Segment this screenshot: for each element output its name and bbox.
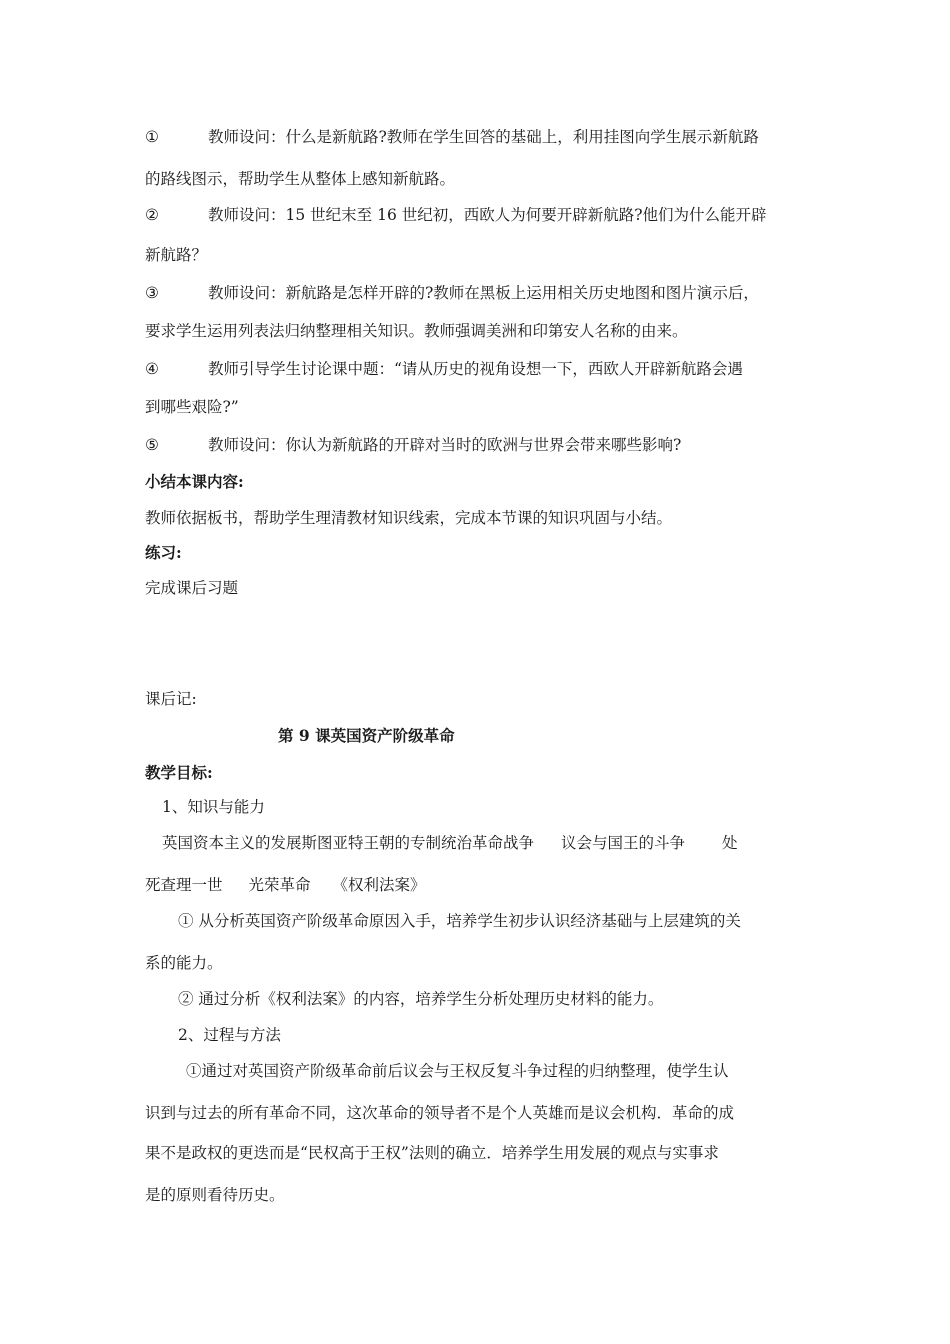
question-number: ②: [145, 206, 159, 224]
question-text: 教师引导学生讨论课中题：“请从历史的视角设想一下，西欧人开辟新航路会遇: [208, 360, 743, 378]
question-text-cont: 的路线图示，帮助学生从整体上感知新航路。: [145, 170, 456, 188]
paragraph-line: 是的原则看待历史。: [145, 1186, 285, 1204]
question-number: ①: [145, 128, 159, 146]
goal-item-cont: 系的能力。: [145, 954, 223, 972]
question-text-cont: 要求学生运用列表法归纳整理相关知识。教师强调美洲和印第安人名称的由来。: [145, 322, 688, 340]
paragraph-line: 果不是政权的更迭而是“民权高于王权”法则的确立．培养学生用发展的观点与实事求: [145, 1144, 719, 1162]
question-number: ④: [145, 360, 159, 378]
summary-heading: 小结本课内容:: [145, 472, 244, 491]
question-text: 教师设问：什么是新航路?教师在学生回答的基础上，利用挂图向学生展示新航路: [208, 128, 759, 146]
paragraph-line: ①通过对英国资产阶级革命前后议会与王权反复斗争过程的归纳整理，使学生认: [186, 1062, 729, 1080]
keywords-line: [162, 833, 738, 853]
question-text: 教师设问：新航路是怎样开辟的?教师在黑板上运用相关历史地图和图片演示后，: [208, 284, 759, 302]
keyword: 议会与国王的斗争: [561, 834, 686, 852]
summary-text: 教师依据板书，帮助学生理清教材知识线索，完成本节课的知识巩固与小结。: [145, 509, 673, 527]
keywords-line: [145, 875, 426, 895]
exercise-heading: 练习:: [145, 543, 182, 562]
exercise-text: 完成课后习题: [145, 579, 239, 597]
section-heading: 1、知识与能力: [162, 798, 265, 816]
after-class-label: 课后记:: [145, 690, 197, 708]
paragraph-line: 识到与过去的所有革命不同，这次革命的领导者不是个人英雄而是议会机构．革命的成: [145, 1104, 735, 1122]
question-text-cont: 到哪些艰险?”: [145, 398, 239, 416]
question-number: ③: [145, 284, 159, 302]
keyword: 处: [722, 834, 738, 852]
keyword: 光荣革命: [248, 876, 311, 894]
keyword: 英国资本主义的发展斯图亚特王朝的专制统治革命战争: [162, 834, 535, 852]
question-text: 教师设问：15 世纪末至 16 世纪初，西欧人为何要开辟新航路?他们为什么能开辟: [208, 206, 767, 224]
goal-item: ② 通过分析《权利法案》的内容，培养学生分析处理历史材料的能力。: [178, 990, 664, 1008]
question-text: 教师设问：你认为新航路的开辟对当时的欧洲与世界会带来哪些影响?: [208, 436, 682, 454]
keyword: 死查理一世: [145, 876, 223, 894]
question-text-cont: 新航路？: [145, 246, 208, 264]
keyword: 《权利法案》: [332, 876, 426, 894]
goals-heading: 教学目标:: [145, 763, 213, 782]
question-number: ⑤: [145, 436, 159, 454]
lesson-title: 第 9 课英国资产阶级革命: [278, 726, 455, 745]
goal-item: ① 从分析英国资产阶级革命原因入手，培养学生初步认识经济基础与上层建筑的关: [178, 912, 741, 930]
section-heading: 2、过程与方法: [178, 1026, 281, 1044]
